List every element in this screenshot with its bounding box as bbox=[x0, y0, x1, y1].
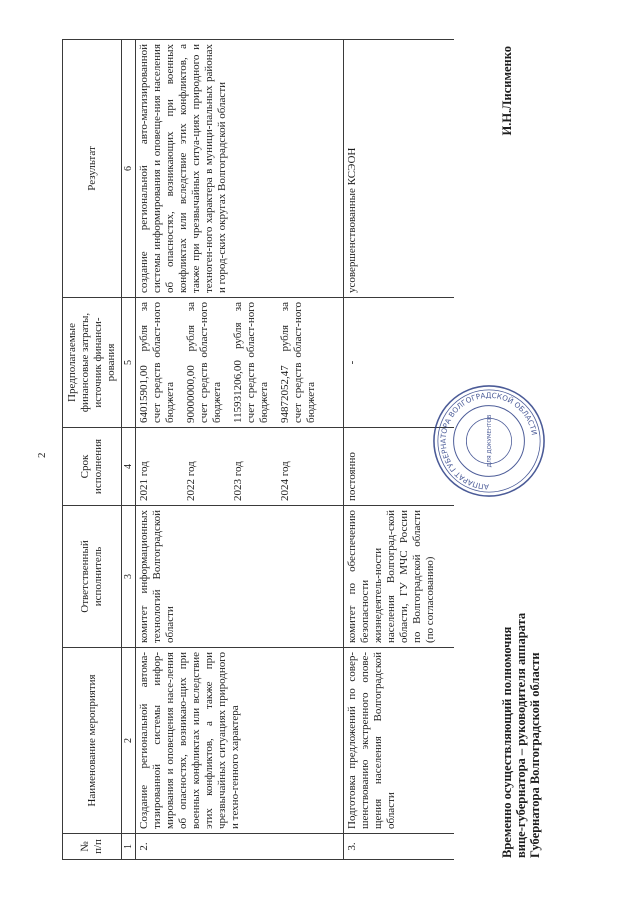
result-cell: усовершенствованные КСЭОН bbox=[344, 40, 454, 298]
row-number: 2. bbox=[136, 834, 344, 860]
signatory-title-line: Губернатора Волгоградской области bbox=[528, 652, 542, 858]
signatory-title bbox=[500, 613, 542, 858]
executor-cell: комитет по обеспечению безопасности жизнедеятель-ности населения Волгоград-ской области, ГУ МЧС России по Волгоградской области (по согласованию) bbox=[344, 506, 454, 648]
rotated-sheet bbox=[62, 40, 582, 860]
table-header-row bbox=[63, 40, 122, 860]
header-costs: Предполагаемые финансовые затраты, источник финанси-рования bbox=[63, 298, 122, 428]
column-number: 3 bbox=[122, 506, 136, 648]
column-number: 6 bbox=[122, 40, 136, 298]
signatory-title-line: Временно осуществляющий полномочия bbox=[500, 626, 514, 858]
costs-cell bbox=[136, 298, 344, 428]
row-number: 3. bbox=[344, 834, 454, 860]
year-label: 2023 год bbox=[232, 461, 244, 501]
cost-item: 90000000,00 рубля за счет средств област-ного бюджета bbox=[185, 302, 223, 423]
header-result: Результат bbox=[63, 40, 122, 298]
measure-cell: Подготовка предложений по совер-шенствованию экстренного опове-щения населения Волгоградской области bbox=[344, 648, 454, 834]
seal-inner-text: ДЛЯ ДОКУМЕНТОВ bbox=[486, 414, 493, 468]
year-label: 2021 год bbox=[138, 461, 150, 501]
column-number: 5 bbox=[122, 298, 136, 428]
header-num: № п/п bbox=[63, 834, 122, 860]
signature-block bbox=[438, 40, 552, 860]
cost-item: 94872052,47 рубля за счет средств област-ного бюджета bbox=[279, 302, 317, 423]
executor-cell: комитет информационных технологий Волгоградской области bbox=[136, 506, 344, 648]
year-label: 2024 год bbox=[279, 461, 291, 501]
table-row bbox=[136, 40, 344, 860]
header-measure: Наименование мероприятия bbox=[63, 648, 122, 834]
signatory-title-line: вице-губернатора – руководителя аппарата bbox=[514, 612, 528, 858]
measure-cell: Создание региональной автома-тизированной системы инфор-мирования и оповещения насе-ления об опасностях, возникаю-щих при военных конфликтах или вследствие этих конфликтов, а также при чрезвычайных ситуациях природного и техно-генного характера bbox=[136, 648, 344, 834]
measures-table bbox=[62, 39, 454, 860]
signatory-name: И.Н.Лисименко bbox=[500, 46, 514, 136]
column-number-row bbox=[122, 40, 136, 860]
column-number: 2 bbox=[122, 648, 136, 834]
deadline-cell: постоянно bbox=[344, 428, 454, 506]
cost-item: 115931206,00 рубля за счет средств област-ного бюджета bbox=[232, 302, 270, 423]
seal-outer-text: АППАРАТ ГУБЕРНАТОРА ВОЛГОГРАДСКОЙ ОБЛАСТИ bbox=[438, 390, 539, 492]
result-cell: создание региональной авто-матизированной системы информирования и оповеще-ния населения об опасностях, возникающих при военных конфликтах или вследствие этих конфликтов, а также при чрезвычайных ситуа-циях природного и техноген-ного характера в муници-пальных районах и город-ских округах Волгоградской области bbox=[136, 40, 344, 298]
page-number: 2 bbox=[36, 452, 48, 458]
header-deadline: Срок исполнения bbox=[63, 428, 122, 506]
column-number: 4 bbox=[122, 428, 136, 506]
year-label: 2022 год bbox=[185, 461, 197, 501]
header-executor: Ответственный исполнитель bbox=[63, 506, 122, 648]
column-number: 1 bbox=[122, 834, 136, 860]
costs-cell: - bbox=[344, 298, 454, 428]
official-seal bbox=[430, 382, 548, 500]
deadline-cell bbox=[136, 428, 344, 506]
cost-item: 64015901,00 рубля за счет средств област-ного бюджета bbox=[138, 302, 176, 423]
